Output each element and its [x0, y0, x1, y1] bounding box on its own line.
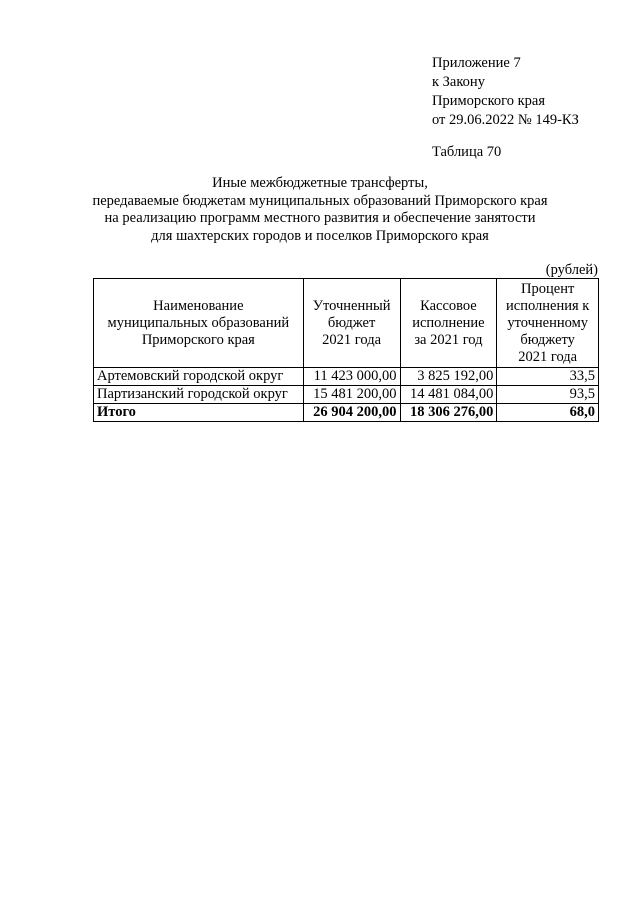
- header-text: исполнение: [412, 314, 485, 331]
- header-text: 2021 года: [518, 348, 578, 365]
- header-text: муниципальных образований: [107, 314, 290, 331]
- table-number: Таблица 70: [432, 144, 502, 160]
- header-text: 2021 года: [322, 331, 382, 348]
- header-text: за 2021 год: [414, 331, 483, 348]
- region-line: Приморского края: [432, 93, 546, 109]
- column-header-budget: [303, 279, 400, 368]
- header-text: уточненному: [507, 314, 589, 331]
- law-date-line: от 29.06.2022 № 149-КЗ: [432, 112, 579, 128]
- header-text: бюджет: [327, 314, 376, 331]
- column-header-name: [94, 279, 304, 368]
- header-text: Приморского края: [141, 331, 255, 348]
- title-line: на реализацию программ местного развития и обеспечение занятости: [104, 210, 536, 226]
- header-text: Наименование: [153, 297, 244, 314]
- municipality-name: Партизанский городской округ: [94, 386, 304, 404]
- header-text: Процент: [521, 280, 575, 297]
- total-execution-value: 18 306 276,00: [400, 404, 497, 422]
- table-row: [94, 386, 599, 404]
- header-text: бюджету: [520, 331, 575, 348]
- column-header-percent: [497, 279, 599, 368]
- header-text: исполнения к: [506, 297, 590, 314]
- budget-value: 15 481 200,00: [303, 386, 400, 404]
- table-row: [94, 368, 599, 386]
- execution-value: 14 481 084,00: [400, 386, 497, 404]
- column-header-execution: [400, 279, 497, 368]
- total-budget-value: 26 904 200,00: [303, 404, 400, 422]
- total-label: Итого: [94, 404, 304, 422]
- budget-value: 11 423 000,00: [303, 368, 400, 386]
- municipality-name: Артемовский городской округ: [94, 368, 304, 386]
- title-line: Иные межбюджетные трансферты,: [212, 175, 428, 191]
- appendix-line: Приложение 7: [432, 55, 521, 71]
- units-label: (рублей): [545, 262, 598, 278]
- percent-value: 33,5: [497, 368, 599, 386]
- total-percent-value: 68,0: [497, 404, 599, 422]
- title-line: передаваемые бюджетам муниципальных образований Приморского края: [92, 192, 548, 209]
- header-text: Уточненный: [312, 297, 391, 314]
- transfers-table: [93, 278, 599, 422]
- total-row: [94, 404, 599, 422]
- percent-value: 93,5: [497, 386, 599, 404]
- law-line: к Закону: [432, 74, 485, 90]
- table-header-row: [94, 279, 599, 368]
- header-text: Кассовое: [420, 297, 477, 314]
- execution-value: 3 825 192,00: [400, 368, 497, 386]
- appendix-header: [432, 54, 579, 130]
- title-line: для шахтерских городов и поселков Приморского края: [151, 227, 489, 244]
- document-title: [60, 175, 580, 245]
